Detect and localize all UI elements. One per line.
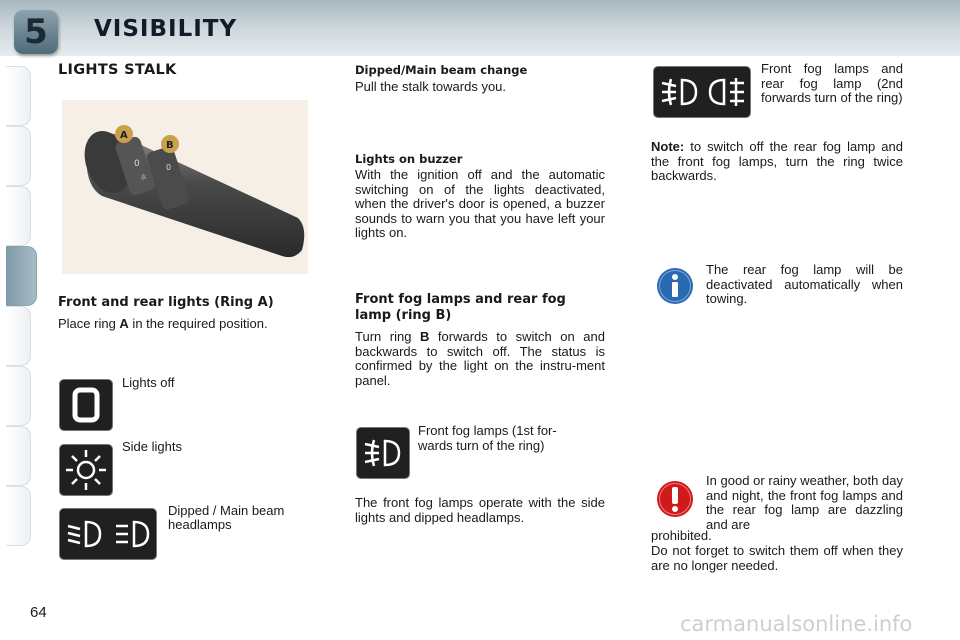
fog-lamps-heading-line1: Front fog lamps and rear fog xyxy=(355,292,566,307)
dipped-main-label-line2: headlamps xyxy=(168,517,232,532)
page-title: VISIBILITY xyxy=(94,16,238,42)
lights-off-symbol xyxy=(60,380,112,430)
lights-stalk-photo xyxy=(62,100,308,274)
side-tab-5-active[interactable] xyxy=(6,246,37,306)
side-lights-symbol xyxy=(60,445,112,495)
page-number: 64 xyxy=(30,604,47,621)
side-tab-2[interactable] xyxy=(6,126,31,186)
warning-text-part1: In good or rainy weather, both day and night, the front fog lamps and the rear fog lamp are dazzling and are xyxy=(706,473,903,532)
side-tab-3[interactable] xyxy=(6,186,31,246)
side-tab-7[interactable] xyxy=(6,426,31,486)
dipped-main-change-text: Pull the stalk towards you. xyxy=(355,79,507,94)
svg-text:0: 0 xyxy=(134,159,140,169)
dipped-main-beam-icon xyxy=(60,509,156,559)
front-fog-caption: Front fog lamps (1st for-wards turn of the ring) xyxy=(418,423,557,453)
note-text: Note: to switch off the rear fog lamp and the front fog lamps, turn the ring twice backwards. xyxy=(651,139,903,183)
side-tab-5[interactable] xyxy=(6,306,31,366)
dipped-main-change-heading: Dipped/Main beam change xyxy=(355,63,528,77)
chapter-number: 5 xyxy=(24,12,48,52)
watermark: carmanualsonline.info xyxy=(680,612,913,636)
chapter-side-tabs xyxy=(0,66,32,576)
lights-on-buzzer-text: With the ignition off and the automatic switching on of the lights deactivated, when the driver's door is opened, a buzzer sounds to warn you that you have left your lights on. xyxy=(355,167,605,240)
lights-off-label: Lights off xyxy=(122,375,175,390)
side-lights-icon xyxy=(60,445,112,495)
zero-icon xyxy=(60,380,112,430)
side-lights-label: Side lights xyxy=(122,439,182,454)
front-fog-symbol xyxy=(357,428,409,478)
ring-a-marker: A xyxy=(120,130,128,141)
front-rear-fog-lamp-icon xyxy=(654,67,750,117)
warning-text-part2: prohibited. xyxy=(651,528,712,543)
ring-a-text: Place ring A in the required position. xyxy=(58,316,268,331)
info-towing-text: The rear fog lamp will be deactivated automatically when towing. xyxy=(706,262,903,306)
svg-text:☼: ☼ xyxy=(140,173,148,182)
side-tab-8[interactable] xyxy=(6,486,31,546)
chapter-tab[interactable] xyxy=(14,10,58,54)
fog-lamps-text: Turn ring B forwards to switch on and backwards to switch off. The status is confirmed by the light on the instru-ment panel. xyxy=(355,329,605,388)
stalk-illustration xyxy=(62,100,308,274)
dipped-main-label-line1: Dipped / Main beam xyxy=(168,503,285,518)
side-tab-1[interactable] xyxy=(6,66,31,126)
front-rear-fog-caption: Front fog lamps and rear fog lamp (2nd forwards turn of the ring) xyxy=(761,61,903,105)
front-rear-fog-symbol xyxy=(654,67,750,117)
warning-text-part3: Do not forget to switch them off when they are no longer needed. xyxy=(651,543,903,573)
front-fog-lamp-icon xyxy=(357,428,409,478)
lights-on-buzzer-heading: Lights on buzzer xyxy=(355,152,463,166)
side-tab-6[interactable] xyxy=(6,366,31,426)
ring-a-heading: Front and rear lights (Ring A) xyxy=(58,295,274,310)
warning-icon xyxy=(656,480,694,523)
lights-stalk-heading: LIGHTS STALK xyxy=(58,62,177,78)
info-icon xyxy=(656,267,694,310)
front-fog-operate-text: The front fog lamps operate with the side lights and dipped headlamps. xyxy=(355,495,605,525)
dipped-main-symbol xyxy=(60,509,156,559)
ring-b-marker: B xyxy=(166,140,174,151)
fog-lamps-heading-line2: lamp (ring B) xyxy=(355,308,452,323)
svg-text:0: 0 xyxy=(166,163,172,172)
